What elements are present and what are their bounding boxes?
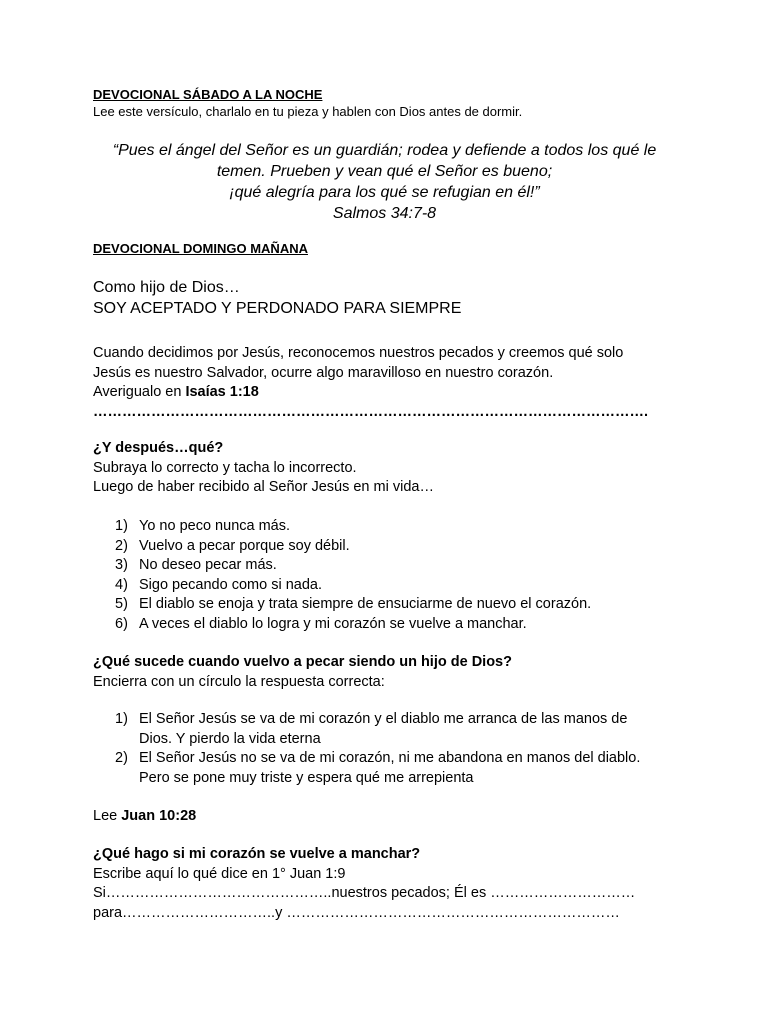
read-verse-line	[93, 807, 693, 827]
paragraph-line: Cuando decidimos por Jesús, reconocemos nuestros pecados y creemos qué solo	[93, 345, 624, 361]
question-1-instruction: Subraya lo correcto y tacha lo incorrecto.	[93, 459, 357, 476]
quote-line: “Pues el ángel del Señor es un guardián; rodea y defiende a todos los qué le	[112, 142, 657, 159]
question-2-options	[93, 710, 693, 788]
list-item: 5) El diablo se enoja y trata siempre de ensuciarme de nuevo el corazón.	[115, 596, 592, 612]
list-item: 6) A veces el diablo lo logra y mi corazón se vuelve a manchar.	[115, 615, 527, 632]
list-item: 1) Yo no peco nunca más.	[115, 518, 291, 534]
bible-quote	[93, 140, 676, 224]
quote-reference: Salmos 34:7-8	[332, 205, 437, 222]
read-reference: Juan 10:28	[121, 808, 197, 824]
fill-in-line: Si………………………………………..nuestros pecados; Él es …………………………	[93, 885, 636, 901]
quote-line: ¡qué alegría para los qué se refugian en él!”	[229, 184, 540, 201]
list-item: 1) El Señor Jesús se va de mi corazón y el diablo me arranca de las manos de Dios. Y pierdo la vida eterna	[115, 711, 628, 747]
paragraph-line: Jesús es nuestro Salvador, ocurre algo maravilloso en nuestro corazón.	[93, 364, 554, 381]
quote-line: temen. Prueben y vean qué el Señor es bueno;	[216, 163, 553, 180]
saturday-heading: DEVOCIONAL SÁBADO A LA NOCHE	[93, 87, 323, 102]
list-item: 2) El Señor Jesús no se va de mi corazón, ni me abandona en manos del diablo. Pero se pone muy triste y espera qué me arrepienta	[115, 750, 641, 786]
question-2-instruction: Encierra con un círculo la respuesta correcta:	[93, 673, 385, 690]
saturday-instruction: Lee este versículo, charlalo en tu pieza y hablen con Dios antes de dormir.	[93, 104, 523, 119]
question-1	[93, 439, 693, 498]
find-reference: Isaías 1:18	[185, 384, 259, 400]
question-1-context: Luego de haber recibido al Señor Jesús en mi vida…	[93, 479, 434, 495]
find-verse-line	[93, 383, 693, 403]
question-3-instruction: Escribe aquí lo qué dice en 1° Juan 1:9	[93, 865, 346, 882]
sunday-heading: DEVOCIONAL DOMINGO MAÑANA	[93, 241, 308, 256]
sunday-title-line1: Como hijo de Dios…	[93, 279, 240, 296]
read-prefix: Lee	[93, 808, 122, 824]
question-3	[93, 845, 693, 923]
question-3-title: ¿Qué hago si mi corazón se vuelve a manchar?	[93, 846, 421, 862]
question-2	[93, 653, 693, 692]
sunday-title-line2: SOY ACEPTADO Y PERDONADO PARA SIEMPRE	[93, 300, 462, 317]
question-1-title: ¿Y después…qué?	[93, 440, 224, 456]
question-2-title: ¿Qué sucede cuando vuelvo a pecar siendo un hijo de Dios?	[93, 654, 512, 670]
list-item: 4) Sigo pecando como si nada.	[115, 576, 322, 593]
fill-in-line: para…………………………..y ……………………………………………………………	[93, 904, 620, 921]
intro-paragraph	[93, 344, 693, 422]
answer-dotted-line: …………………………………………………………………………………………………….	[93, 403, 649, 420]
list-item: 3) No deseo pecar más.	[115, 557, 277, 573]
find-prefix: Averigualo en	[93, 384, 186, 400]
question-1-options	[93, 517, 693, 634]
list-item: 2) Vuelvo a pecar porque soy débil.	[115, 537, 350, 554]
